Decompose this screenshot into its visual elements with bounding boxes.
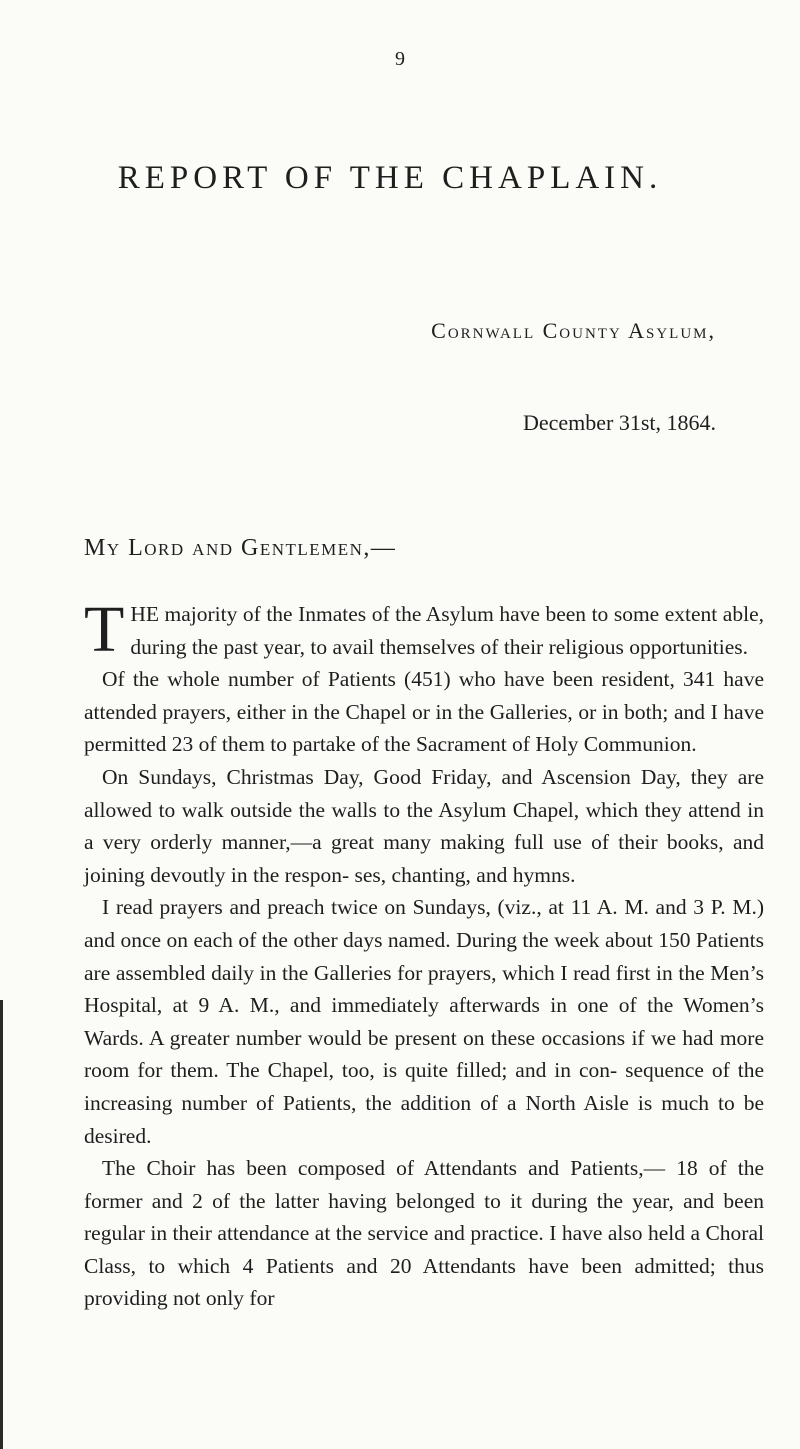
drop-cap: T xyxy=(84,593,125,666)
report-body xyxy=(84,593,764,1315)
place-line: Cornwall County Asylum, xyxy=(431,318,716,343)
paragraph-4: I read prayers and preach twice on Sundays, (viz., at 11 A. M. and 3 P. M.) and once on each of the other days named. During the week about 150 Patients are assembled daily in the Galleries for prayers, which I read first in the Men’s Hospital, at 9 A. M., and immediately afterwards in one of the Women’s Wards. A greater number would be present on these occasions if we had more room for them. The Chapel, too, is quite filled; and in con- sequence of the increasing number of Patients, the addition of a North Aisle is much to be desired. xyxy=(84,895,764,1148)
date-line: December 31st, 1864. xyxy=(522,410,716,435)
paragraph-1 xyxy=(84,593,764,666)
paragraph-1-text: HE majority of the Inmates of the Asylum have been to some extent able, during the past year, to avail themselves of their religious opportunities. xyxy=(130,602,764,659)
salutation: My Lord and Gentlemen,— xyxy=(84,535,397,561)
page-edge-mark xyxy=(0,1000,3,1449)
paragraph-5: The Choir has been composed of Attendants and Patients,— 18 of the former and 2 of the latter having belonged to it during the year, and been regular in their attendance at the service and practice. I have also held a Choral Class, to which 4 Patients and 20 Attendants have been admitted; thus providing not only for xyxy=(84,1156,764,1311)
report-title: REPORT OF THE CHAPLAIN. xyxy=(117,160,663,196)
paragraph-2: Of the whole number of Patients (451) who have been resident, 341 have attended prayers, either in the Chapel or in the Galleries, or in both; and I have permitted 23 of them to partake of the Sacrament of Holy Communion. xyxy=(84,667,764,757)
paragraph-3: On Sundays, Christmas Day, Good Friday, and Ascension Day, they are allowed to walk outside the walls to the Asylum Chapel, which they attend in a very orderly manner,—a great many making full use of their books, and joining devoutly in the respon- ses, chanting, and hymns. xyxy=(84,764,764,887)
page-number: 9 xyxy=(395,48,405,70)
